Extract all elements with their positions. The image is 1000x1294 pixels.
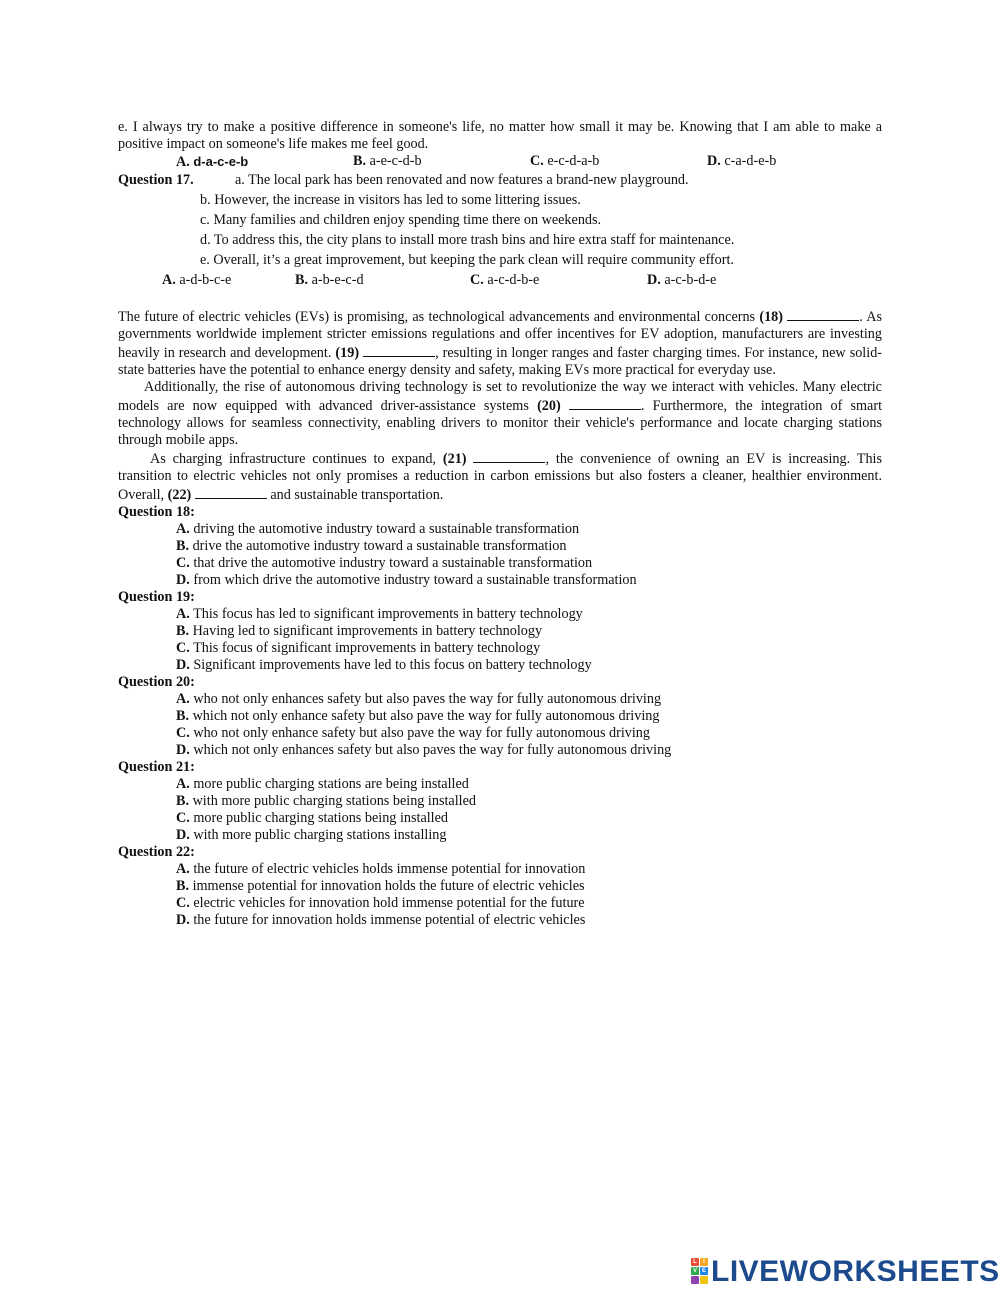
question-19 bbox=[118, 589, 882, 674]
logo-tile: L bbox=[691, 1258, 699, 1266]
option-d[interactable]: D. with more public charging stations installing bbox=[176, 827, 447, 843]
gap-number-19: (19) bbox=[335, 345, 360, 361]
option-c[interactable]: C. electric vehicles for innovation hold immense potential for the future bbox=[176, 895, 585, 911]
option-b[interactable]: B. Having led to significant improvements in battery technology bbox=[176, 623, 543, 639]
question-list bbox=[118, 504, 882, 929]
option-b[interactable]: B. with more public charging stations being installed bbox=[176, 793, 477, 809]
question-20 bbox=[118, 674, 882, 759]
q17-sentence-e: e. Overall, it’s a great improvement, but keeping the park clean will require community effort. bbox=[200, 252, 734, 268]
q17-option-a[interactable]: A. a-d-b-c-e bbox=[162, 272, 232, 288]
option-d[interactable]: D. Significant improvements have led to this focus on battery technology bbox=[176, 657, 592, 673]
q16-option-b[interactable]: B. a-e-c-d-b bbox=[353, 153, 422, 169]
q16-option-d[interactable]: D. c-a-d-e-b bbox=[707, 153, 777, 169]
section-gap bbox=[118, 289, 882, 307]
question-label: Question 22: bbox=[118, 844, 195, 860]
q17-sentence-a: a. The local park has been renovated and now features a brand-new playground. bbox=[235, 172, 689, 188]
option-c[interactable]: C. who not only enhance safety but also pave the way for fully autonomous driving bbox=[176, 725, 650, 741]
option-d[interactable]: D. which not only enhances safety but also paves the way for fully autonomous driving bbox=[176, 742, 672, 758]
worksheet-page bbox=[118, 119, 882, 929]
logo-tile: I bbox=[700, 1258, 708, 1266]
question-label: Question 18: bbox=[118, 504, 195, 520]
answer-blank-22[interactable] bbox=[195, 485, 267, 499]
q16-options bbox=[118, 153, 882, 171]
question-label: Question 21: bbox=[118, 759, 195, 775]
gap-number-18: (18) bbox=[759, 309, 783, 325]
q17-option-c[interactable]: C. a-c-d-b-e bbox=[470, 272, 540, 288]
gap-number-21: (21) bbox=[442, 451, 467, 467]
option-a[interactable]: A. the future of electric vehicles holds immense potential for innovation bbox=[176, 861, 586, 877]
q17-sentence-d: d. To address this, the city plans to install more trash bins and hire extra staff for maintenance. bbox=[200, 232, 735, 248]
q16-option-a[interactable]: A. d-a-c-e-b bbox=[176, 154, 249, 170]
q16-sentence-e: e. I always try to make a positive difference in someone's life, no matter how small it may be. Knowing that I am able to make a positive impact on someone's life makes me feel good. bbox=[118, 119, 882, 152]
answer-blank-18[interactable] bbox=[787, 307, 859, 321]
question-label: Question 20: bbox=[118, 674, 195, 690]
logo-tile bbox=[691, 1276, 699, 1284]
passage-paragraph-3: As charging infrastructure continues to expand, (21) , the convenience of owning an EV is increasing. This transition to electric vehicles not only promises a reduction in carbon emissions but also fosters a cleaner, healthier environment. Overall, (22) and sustainable transportation. bbox=[118, 451, 883, 503]
q17-sentence-b: b. However, the increase in visitors has led to some littering issues. bbox=[200, 192, 581, 208]
q17-label: Question 17. bbox=[118, 172, 194, 188]
passage-paragraph-2: Additionally, the rise of autonomous driving technology is set to revolutionize the way we interact with vehicles. Many electric models are now equipped with advanced driver-assistance systems (20) . Furthermore, the integration of smart technology allows for seamless connectivity, enabling drivers to monitor their vehicle's performance and locate charging stations through mobile apps. bbox=[118, 379, 883, 448]
option-b[interactable]: B. drive the automotive industry toward a sustainable transformation bbox=[176, 538, 567, 554]
option-b[interactable]: B. immense potential for innovation holds the future of electric vehicles bbox=[176, 878, 585, 894]
option-c[interactable]: C. more public charging stations being installed bbox=[176, 810, 449, 826]
brand-name: LIVEWORKSHEETS bbox=[711, 1254, 1000, 1288]
gap-number-22: (22) bbox=[167, 487, 192, 503]
logo-tile: V bbox=[692, 1268, 697, 1274]
question-label: Question 19: bbox=[118, 589, 195, 605]
gap-number-20: (20) bbox=[537, 398, 561, 414]
question-21 bbox=[118, 759, 882, 844]
option-a[interactable]: A. more public charging stations are being installed bbox=[176, 776, 469, 792]
q17-option-b[interactable]: B. a-b-e-c-d bbox=[295, 272, 364, 288]
q17-sentence-c: c. Many families and children enjoy spending time there on weekends. bbox=[200, 212, 602, 228]
q17-options bbox=[118, 272, 882, 289]
q17-sentences bbox=[118, 192, 882, 269]
answer-blank-21[interactable] bbox=[473, 449, 545, 463]
option-a[interactable]: A. This focus has led to significant improvements in battery technology bbox=[176, 606, 583, 622]
option-a[interactable]: A. who not only enhances safety but also paves the way for fully autonomous driving bbox=[176, 691, 662, 707]
answer-blank-20[interactable] bbox=[569, 396, 641, 410]
option-b[interactable]: B. which not only enhance safety but also pave the way for fully autonomous driving bbox=[176, 708, 660, 724]
question-18 bbox=[118, 504, 882, 589]
question-22 bbox=[118, 844, 882, 929]
q17-header-row bbox=[118, 172, 882, 189]
option-c[interactable]: C. that drive the automotive industry toward a sustainable transformation bbox=[176, 555, 593, 571]
option-d[interactable]: D. the future for innovation holds immense potential of electric vehicles bbox=[176, 912, 586, 928]
option-d[interactable]: D. from which drive the automotive industry toward a sustainable transformation bbox=[176, 572, 637, 588]
logo-mark-icon bbox=[691, 1258, 708, 1284]
logo-tile: E bbox=[701, 1268, 706, 1274]
answer-blank-19[interactable] bbox=[363, 343, 435, 357]
q16-option-c[interactable]: C. e-c-d-a-b bbox=[530, 153, 600, 169]
option-c[interactable]: C. This focus of significant improvements in battery technology bbox=[176, 640, 541, 656]
logo-tile bbox=[700, 1276, 708, 1284]
q17-option-d[interactable]: D. a-c-b-d-e bbox=[647, 272, 717, 288]
option-a[interactable]: A. driving the automotive industry toward a sustainable transformation bbox=[176, 521, 580, 537]
liveworksheets-logo[interactable] bbox=[691, 1256, 1000, 1286]
passage-paragraph-1: The future of electric vehicles (EVs) is promising, as technological advancements and environmental concerns (18) . As governments worldwide implement stricter emissions regulations and offer incentives for EV adoption, manufacturers are investing heavily in research and development. (19) , resulting in longer ranges and faster charging times. For instance, new solid-state batteries have the potential to enhance energy density and safety, making EVs more practical for everyday use. bbox=[118, 309, 883, 378]
